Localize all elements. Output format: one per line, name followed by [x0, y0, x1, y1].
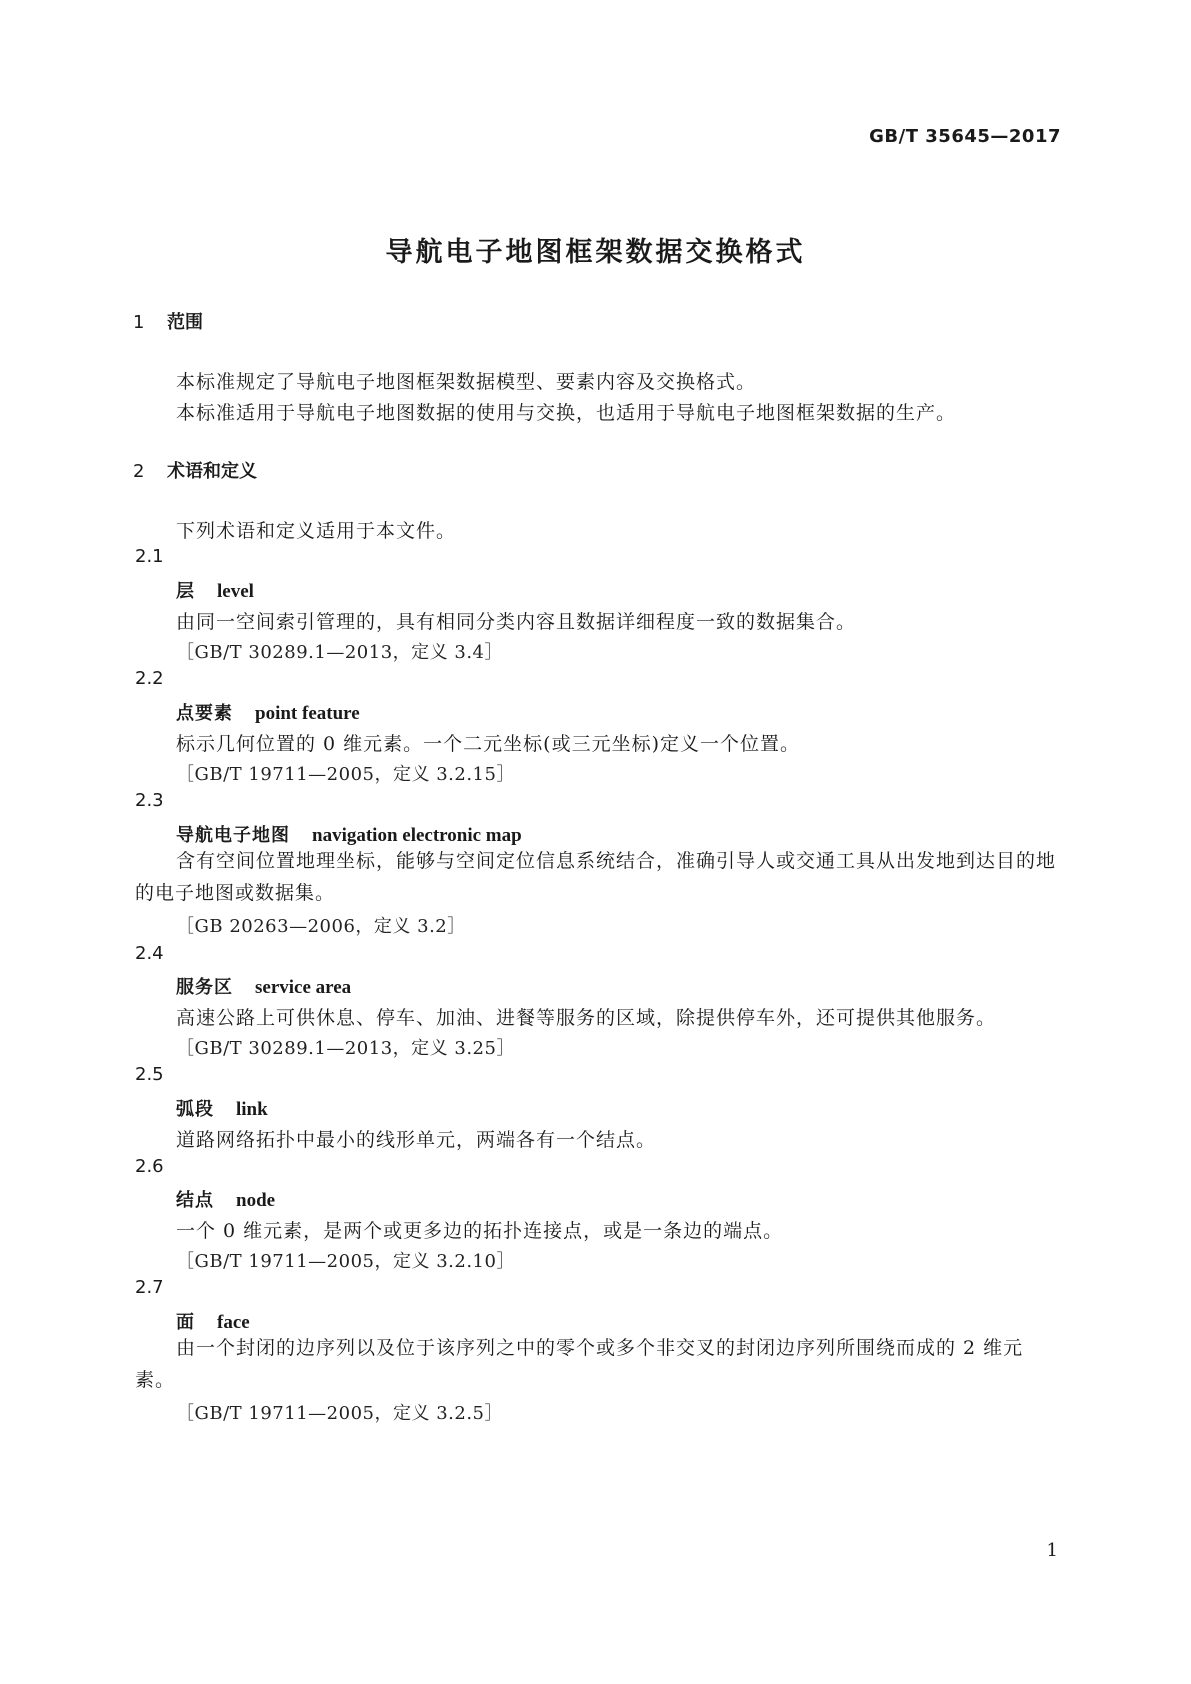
term-zh: 导航电子地图: [176, 825, 290, 846]
term-number: 2.1: [135, 546, 164, 567]
term-heading: [176, 1186, 275, 1212]
term-source: ［GB/T 19711—2005，定义 3.2.15］: [176, 764, 515, 785]
term-zh: 结点: [176, 1190, 214, 1211]
document-title: 导航电子地图框架数据交换格式: [385, 237, 806, 268]
term-zh: 层: [176, 581, 195, 602]
section-title: 范围: [167, 312, 203, 333]
term-en: face: [217, 1312, 250, 1333]
scope-paragraph-2: 本标准适用于导航电子地图数据的使用与交换，也适用于导航电子地图框架数据的生产。: [176, 402, 957, 424]
term-heading: [176, 1095, 268, 1121]
term-definition: 由一个封闭的边序列以及位于该序列之中的零个或多个非交叉的封闭边序列所围绕而成的 2 维元素。: [135, 1337, 1024, 1391]
term-zh: 服务区: [176, 977, 233, 998]
term-number: 2.7: [135, 1277, 164, 1298]
term-number: 2.4: [135, 943, 164, 964]
term-source: ［GB/T 19711—2005，定义 3.2.5］: [176, 1403, 503, 1424]
page-number: 1: [1046, 1540, 1058, 1561]
term-heading: [176, 973, 351, 999]
term-en: link: [236, 1099, 268, 1120]
term-definition: 含有空间位置地理坐标，能够与空间定位信息系统结合，准确引导人或交通工具从出发地到达目的地的电子地图或数据集。: [135, 850, 1057, 904]
term-number: 2.6: [135, 1156, 164, 1177]
section-1-heading: [133, 308, 203, 334]
term-definition: 一个 0 维元素，是两个或更多边的拓扑连接点，或是一条边的端点。: [176, 1220, 784, 1242]
term-en: level: [217, 581, 254, 602]
term-source: ［GB/T 30289.1—2013，定义 3.4］: [176, 642, 503, 663]
section-number: 2: [133, 461, 145, 482]
term-definition: 由同一空间索引管理的，具有相同分类内容且数据详细程度一致的数据集合。: [176, 611, 857, 633]
term-heading: [176, 699, 360, 725]
term-zh: 弧段: [176, 1099, 214, 1120]
term-en: node: [236, 1190, 276, 1211]
document-code: GB/T 35645—2017: [869, 126, 1061, 147]
term-en: point feature: [255, 703, 360, 724]
term-number: 2.2: [135, 668, 164, 689]
term-source: ［GB/T 19711—2005，定义 3.2.10］: [176, 1251, 515, 1272]
term-number: 2.3: [135, 790, 164, 811]
term-source: ［GB 20263—2006，定义 3.2］: [176, 916, 466, 937]
term-en: navigation electronic map: [312, 825, 522, 846]
term-definition: 道路网络拓扑中最小的线形单元，两端各有一个结点。: [176, 1129, 657, 1151]
section-number: 1: [133, 312, 145, 333]
term-heading: [176, 577, 254, 603]
term-number: 2.5: [135, 1064, 164, 1085]
terms-intro: 下列术语和定义适用于本文件。: [176, 520, 457, 542]
term-heading: [176, 821, 522, 847]
section-title: 术语和定义: [167, 461, 257, 482]
term-heading: [176, 1308, 250, 1334]
section-2-heading: [133, 457, 257, 483]
term-source: ［GB/T 30289.1—2013，定义 3.25］: [176, 1038, 515, 1059]
term-definition: 高速公路上可供休息、停车、加油、进餐等服务的区域，除提供停车外，还可提供其他服务。: [176, 1007, 997, 1029]
term-en: service area: [255, 977, 352, 998]
scope-paragraph-1: 本标准规定了导航电子地图框架数据模型、要素内容及交换格式。: [176, 371, 757, 393]
term-definition: 标示几何位置的 0 维元素。一个二元坐标(或三元坐标)定义一个位置。: [176, 733, 800, 755]
term-zh: 面: [176, 1312, 195, 1333]
term-zh: 点要素: [176, 703, 233, 724]
